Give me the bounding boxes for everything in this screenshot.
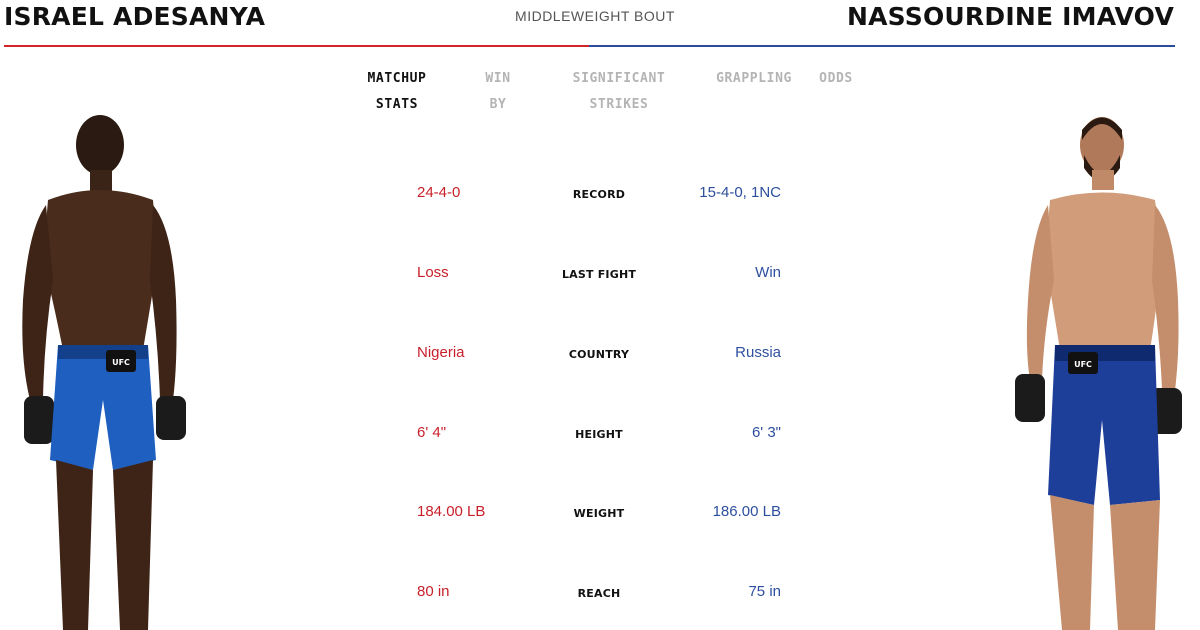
stat-left-value: 6' 4" — [417, 424, 447, 441]
tab-label-line1: MATCHUP — [367, 71, 427, 86]
red-corner-rule — [4, 45, 589, 47]
stat-left-value: Loss — [417, 264, 449, 281]
tab-label-line2: BY — [489, 97, 507, 112]
stat-row-weight — [0, 503, 1200, 527]
stat-row-reach — [0, 583, 1200, 607]
stat-label: LAST FIGHT — [561, 268, 637, 281]
blue-corner-rule — [589, 45, 1175, 47]
stat-label: RECORD — [572, 188, 626, 201]
tab-odds[interactable] — [814, 66, 858, 92]
shorts-logo: UFC — [1074, 360, 1092, 369]
tab-grappling[interactable] — [712, 66, 796, 92]
fighter-right-name[interactable]: NASSOURDINE IMAVOV — [847, 2, 1174, 31]
shorts-logo: UFC — [112, 358, 130, 367]
fight-header — [0, 0, 1200, 50]
stat-right-value: 15-4-0, 1NC — [699, 184, 781, 201]
stat-left-value: Nigeria — [417, 344, 465, 361]
stat-right-value: Win — [755, 264, 781, 281]
stat-right-value: 75 in — [748, 583, 781, 600]
stat-right-value: Russia — [735, 344, 781, 361]
tab-win-by[interactable] — [478, 66, 518, 118]
stat-row-last-fight — [0, 264, 1200, 288]
stat-left-value: 184.00 LB — [417, 503, 486, 520]
stat-left-value: 24-4-0 — [417, 184, 461, 201]
tab-label-line1: ODDS — [819, 71, 853, 86]
stat-label: HEIGHT — [575, 428, 623, 441]
bout-title-text: MIDDLEWEIGHT BOUT — [515, 8, 675, 24]
stat-row-height — [0, 424, 1200, 448]
stat-label: COUNTRY — [568, 348, 630, 361]
stat-left-value: 80 in — [417, 583, 450, 600]
stat-row-record — [0, 184, 1200, 208]
stat-label: REACH — [577, 587, 621, 600]
stat-right-value: 186.00 LB — [712, 503, 781, 520]
tab-matchup-stats[interactable] — [361, 66, 433, 118]
tab-label-line2: STRIKES — [589, 97, 649, 112]
tab-label-line1: GRAPPLING — [716, 71, 792, 86]
tab-label-line1: WIN — [485, 71, 511, 86]
tab-label-line1: SIGNIFICANT — [572, 71, 666, 86]
tab-significant-strikes[interactable] — [568, 66, 670, 118]
stat-label: WEIGHT — [573, 507, 625, 520]
stat-row-country — [0, 344, 1200, 368]
stat-right-value: 6' 3" — [751, 424, 781, 441]
tab-label-line2: STATS — [375, 97, 419, 112]
fighter-left-name[interactable]: ISRAEL ADESANYA — [4, 2, 266, 31]
